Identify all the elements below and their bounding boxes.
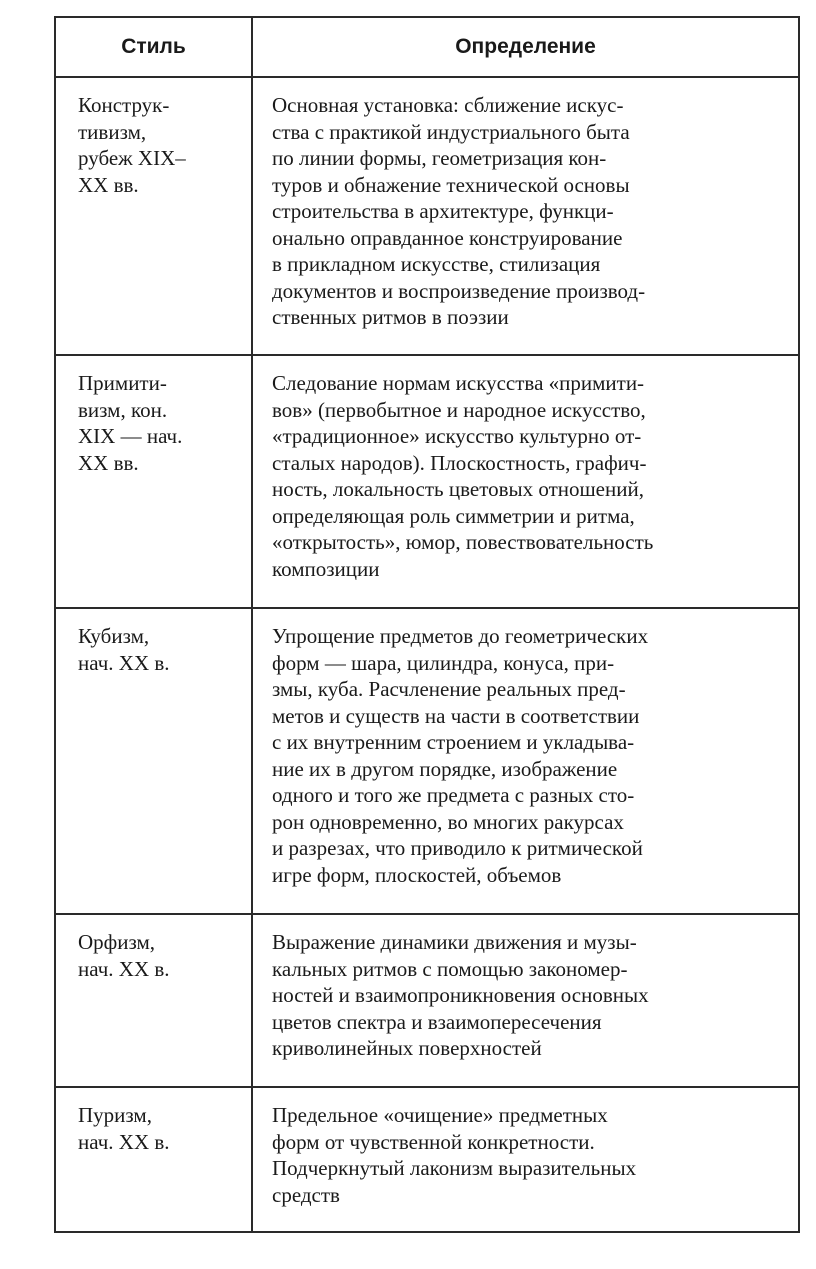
style-cell xyxy=(55,914,252,1087)
table-row xyxy=(55,914,799,1087)
definition-line: Основная установка: сближение искус- xyxy=(272,93,624,117)
definition-line: форм — шара, цилиндра, конуса, при- xyxy=(272,650,615,675)
header-definition: Определение xyxy=(252,17,799,77)
definition-line: «открытость», юмор, повествовательность xyxy=(272,530,654,554)
definition-line: в прикладном искусстве, стилизация xyxy=(272,252,601,276)
style-line: XX вв. xyxy=(78,450,139,475)
header-style: Стиль xyxy=(55,17,252,77)
definition-line: криволинейных поверхностей xyxy=(272,1036,542,1060)
definition-line: Выражение динамики движения и музы- xyxy=(272,930,637,954)
definition-cell xyxy=(252,608,799,914)
style-cell xyxy=(55,1087,252,1232)
definition-line: туров и обнажение технической основы xyxy=(272,172,630,197)
style-line: Орфизм, xyxy=(78,930,156,954)
definition-line: Подчеркнутый лаконизм выразительных xyxy=(272,1156,637,1180)
style-line: нач. XX в. xyxy=(78,1129,170,1154)
definition-line: композиции xyxy=(272,556,380,581)
style-line: Конструк- xyxy=(78,93,170,117)
style-line: нач. XX в. xyxy=(78,650,170,675)
definition-line: средств xyxy=(272,1182,340,1207)
definition-cell xyxy=(252,1087,799,1232)
style-cell xyxy=(55,608,252,914)
definition-line: Следование нормам искусства «примити- xyxy=(272,371,645,395)
definition-line: ность, локальность цветовых отношений, xyxy=(272,477,644,501)
definition-line: и разрезах, что приводило к ритмической xyxy=(272,836,643,860)
style-line: Примити- xyxy=(78,371,167,395)
definition-line: Упрощение предметов до геометрических xyxy=(272,624,649,648)
definition-line: змы, куба. Расчленение реальных пред- xyxy=(272,677,626,701)
style-line: XX вв. xyxy=(78,172,139,197)
definition-line: рон одновременно, во многих ракурсах xyxy=(272,809,624,834)
definition-line: форм от чувственной конкретности. xyxy=(272,1129,595,1154)
definition-line: метов и существ на части в соответствии xyxy=(272,703,640,728)
definition-line: документов и воспроизведение производ- xyxy=(272,278,646,303)
style-line: рубеж XIX– xyxy=(78,146,186,170)
definition-line: ние их в другом порядке, изображение xyxy=(272,756,618,781)
definition-line: определяющая роль симметрии и ритма, xyxy=(272,503,635,528)
definition-line: строительства в архитектуре, функци- xyxy=(272,199,614,223)
style-line: XIX — нач. xyxy=(78,424,183,448)
definition-cell xyxy=(252,914,799,1087)
table-row xyxy=(55,1087,799,1232)
definition-line: вов» (первобытное и народное искусство, xyxy=(272,397,646,422)
definition-line: «традиционное» искусство культурно от- xyxy=(272,424,642,448)
style-line: Пуризм, xyxy=(78,1103,152,1127)
table-row xyxy=(55,355,799,608)
definition-line: онально оправданное конструирование xyxy=(272,225,623,250)
definition-line: ностей и взаимопроникновения основных xyxy=(272,983,649,1007)
definition-cell xyxy=(252,355,799,608)
definition-line: Предельное «очищение» предметных xyxy=(272,1103,608,1127)
definition-line: одного и того же предмета с разных сто- xyxy=(272,783,635,807)
style-line: визм, кон. xyxy=(78,397,168,422)
style-line: тивизм, xyxy=(78,119,147,144)
table-row xyxy=(55,608,799,914)
definition-line: по линии формы, геометризация кон- xyxy=(272,146,607,170)
definition-line: ства с практикой индустриального быта xyxy=(272,119,630,144)
definition-line: цветов спектра и взаимопересечения xyxy=(272,1009,602,1034)
definition-cell xyxy=(252,77,799,355)
styles-definition-table xyxy=(54,16,800,1233)
definition-line: игре форм, плоскостей, объемов xyxy=(272,862,562,887)
definition-line: ственных ритмов в поэзии xyxy=(272,305,509,329)
definition-line: сталых народов). Плоскостность, графич- xyxy=(272,450,647,475)
table-row xyxy=(55,77,799,355)
definition-line: кальных ритмов с помощью закономер- xyxy=(272,956,628,981)
header-row xyxy=(55,17,799,77)
style-cell xyxy=(55,77,252,355)
style-line: Кубизм, xyxy=(78,624,150,648)
style-line: нач. XX в. xyxy=(78,956,170,981)
style-cell xyxy=(55,355,252,608)
definition-line: с их внутренним строением и укладыва- xyxy=(272,730,635,754)
